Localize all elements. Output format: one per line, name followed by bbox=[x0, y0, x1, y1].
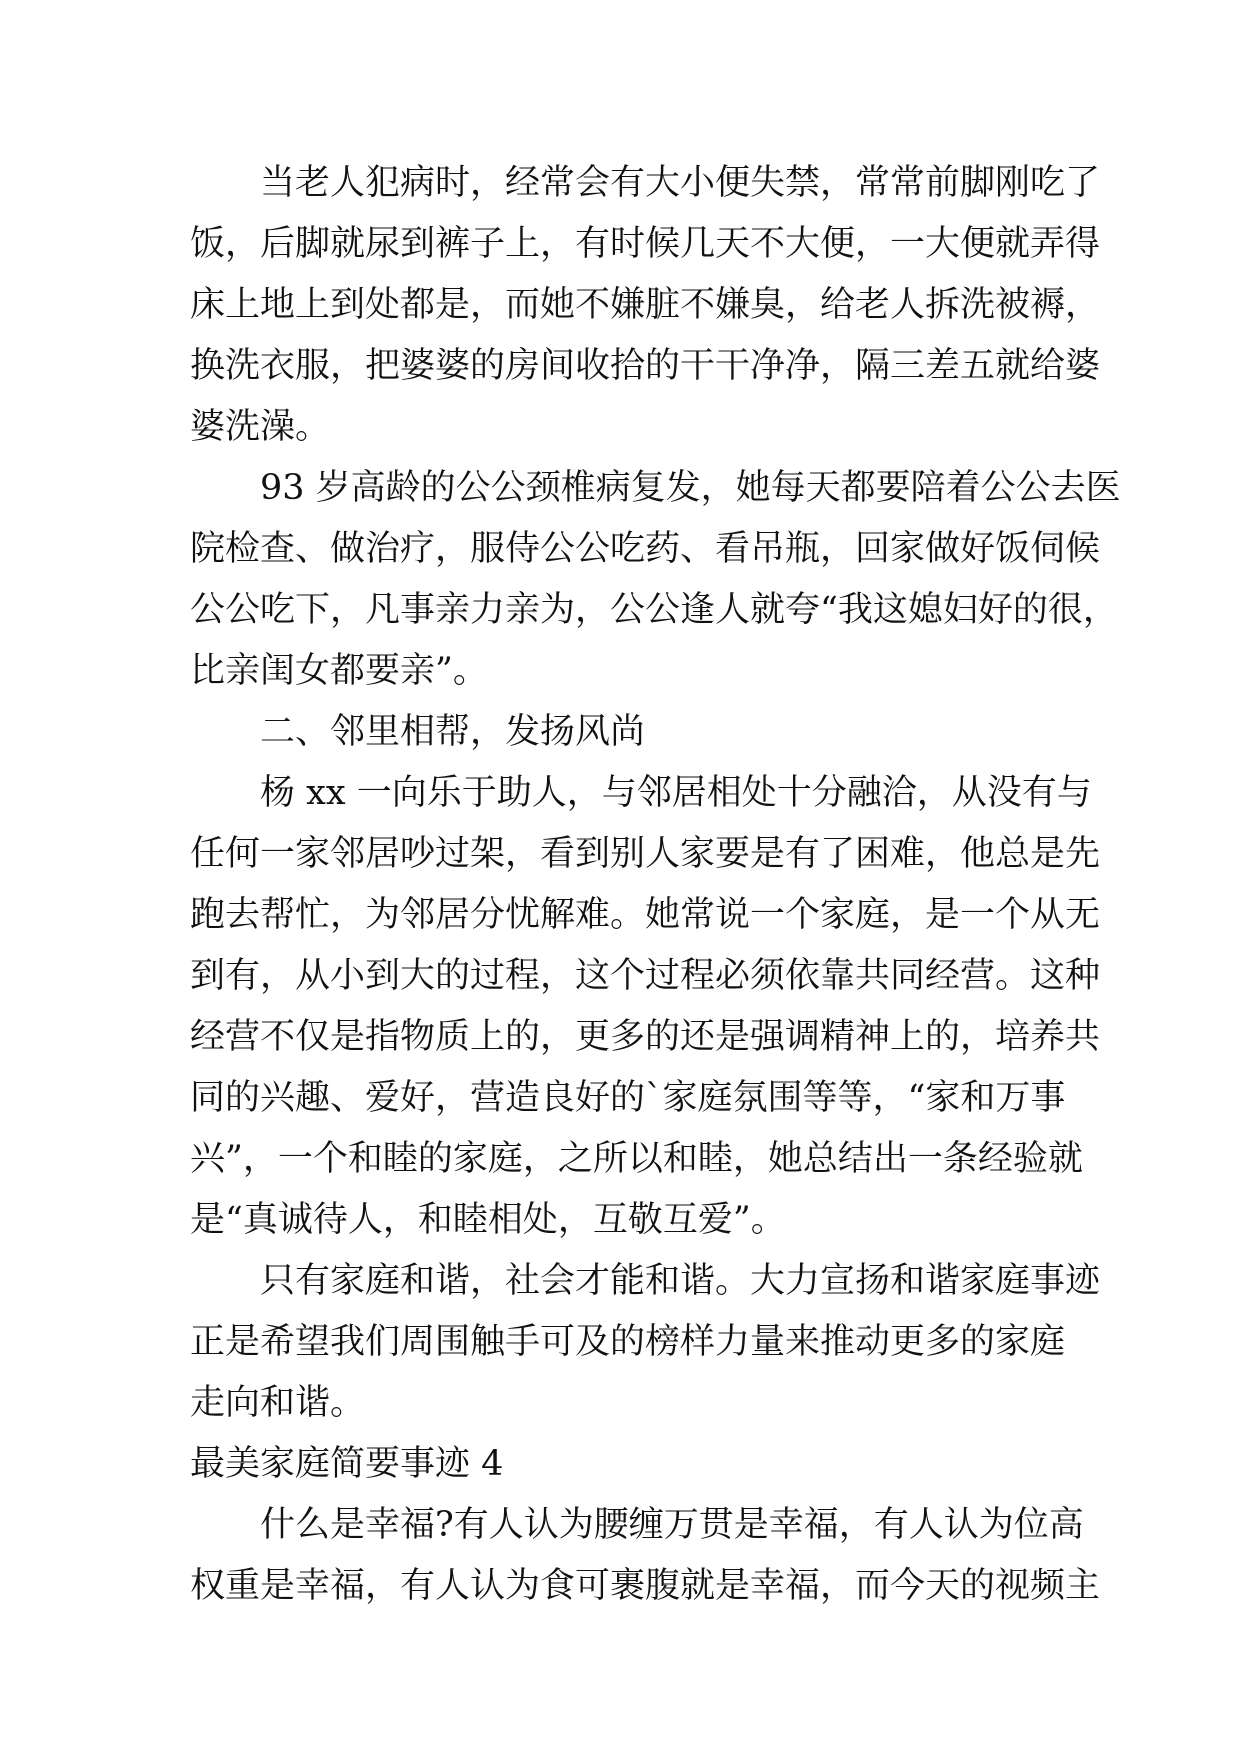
paragraph-line: 走向和谐。 bbox=[190, 1383, 366, 1423]
paragraph-line: 经营不仅是指物质上的，更多的还是强调精神上的，培养共 bbox=[190, 1017, 1101, 1057]
paragraph-line: 跑去帮忙，为邻居分忧解难。她常说一个家庭，是一个从无 bbox=[190, 895, 1101, 935]
paragraph-line: 93 岁高龄的公公颈椎病复发，她每天都要陪着公公去医 bbox=[260, 468, 1121, 508]
paragraph-line: 杨 xx 一向乐于助人，与邻居相处十分融洽，从没有与 bbox=[260, 773, 1092, 813]
paragraph-line: 床上地上到处都是，而她不嫌脏不嫌臭，给老人拆洗被褥， bbox=[190, 285, 1101, 325]
paragraph-line: 比亲闺女都要亲”。 bbox=[190, 651, 488, 691]
article-title: 最美家庭简要事迹 4 bbox=[190, 1444, 504, 1484]
paragraph-line: 正是希望我们周围触手可及的榜样力量来推动更多的家庭 bbox=[190, 1322, 1066, 1362]
paragraph-line: 院检查、做治疗，服侍公公吃药、看吊瓶，回家做好饭伺候 bbox=[190, 529, 1101, 569]
paragraph-line: 什么是幸福?有人认为腰缠万贯是幸福，有人认为位高 bbox=[260, 1505, 1084, 1545]
paragraph-line: 是“真诚待人，和睦相处，互敬互爱”。 bbox=[190, 1200, 786, 1240]
paragraph-line: 公公吃下，凡事亲力亲为，公公逢人就夸“我这媳妇好的很， bbox=[190, 590, 1118, 630]
paragraph-line: 饭，后脚就尿到裤子上，有时候几天不大便，一大便就弄得 bbox=[190, 224, 1101, 264]
paragraph-line: 到有，从小到大的过程，这个过程必须依靠共同经营。这种 bbox=[190, 956, 1101, 996]
paragraph-line: 婆洗澡。 bbox=[190, 407, 331, 447]
paragraph-line: 换洗衣服，把婆婆的房间收拾的干干净净，隔三差五就给婆 bbox=[190, 346, 1101, 386]
paragraph-line: 任何一家邻居吵过架，看到别人家要是有了困难，他总是先 bbox=[190, 834, 1101, 874]
paragraph-line: 只有家庭和谐，社会才能和谐。大力宣扬和谐家庭事迹 bbox=[260, 1261, 1101, 1301]
section-heading: 二、邻里相帮，发扬风尚 bbox=[260, 712, 646, 752]
paragraph-line: 同的兴趣、爱好，营造良好的`家庭氛围等等，“家和万事 bbox=[190, 1078, 1066, 1118]
paragraph-line: 兴”，一个和睦的家庭，之所以和睦，她总结出一条经验就 bbox=[190, 1139, 1083, 1179]
paragraph-line: 当老人犯病时，经常会有大小便失禁，常常前脚刚吃了 bbox=[260, 163, 1101, 203]
paragraph-line: 权重是幸福，有人认为食可裹腹就是幸福，而今天的视频主 bbox=[190, 1566, 1101, 1606]
document-body bbox=[190, 153, 1121, 1617]
